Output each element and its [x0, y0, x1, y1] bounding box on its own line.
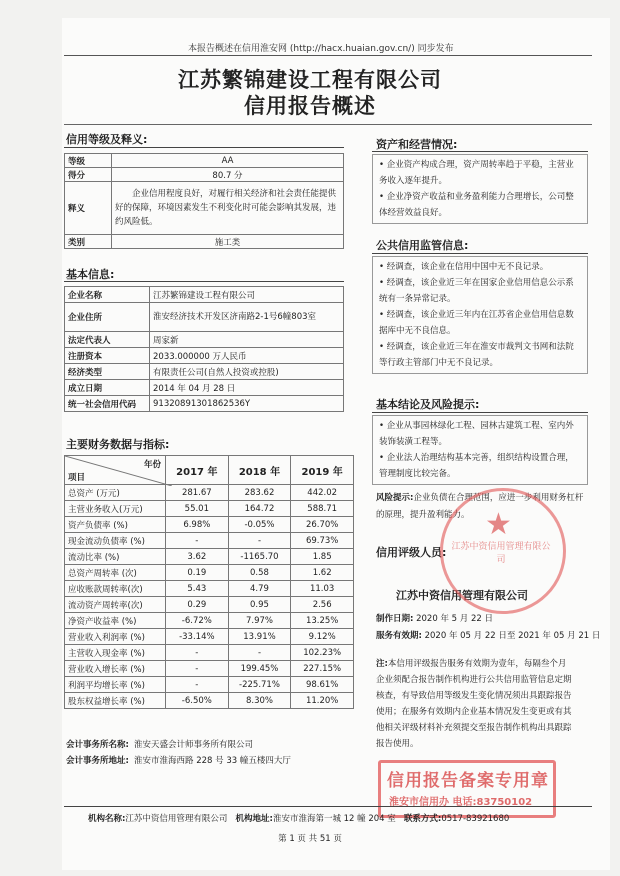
table-row: [65, 154, 344, 168]
org-contact: 0517-83921680: [441, 814, 510, 824]
table-row: [65, 364, 344, 380]
metric-value: 5.43: [166, 581, 229, 597]
table-row: [65, 629, 354, 645]
metric-value: 199.45%: [228, 661, 291, 677]
metric-value: -: [166, 645, 229, 661]
metric-value: 1.62: [291, 565, 354, 581]
risk-text: 企业负债在合理范围，应进一步利用财务杠杆的原理，提升盈利能力。: [376, 493, 584, 520]
rating-divider: [64, 147, 344, 148]
metric-label: 主营收入现金率 (%): [65, 645, 166, 661]
metric-value: 7.97%: [228, 613, 291, 629]
table-row: [65, 396, 344, 412]
table-row: [65, 380, 344, 396]
table-row: [65, 613, 354, 629]
supervision-section-title: 公共信用监管信息:: [376, 239, 469, 252]
metric-value: -1165.70: [228, 549, 291, 565]
corner-item-label: 项目: [68, 473, 86, 483]
stamp-line2: 淮安市信用办 电话:83750102: [389, 797, 533, 808]
metric-label: 应收账款周转率(次): [65, 581, 166, 597]
metric-value: 55.01: [166, 501, 229, 517]
report-title-company: 江苏繁锦建设工程有限公司: [178, 68, 442, 92]
definition-label: 释义: [65, 182, 112, 235]
rating-table: [64, 153, 344, 249]
metric-value: -6.72%: [166, 613, 229, 629]
metric-value: 11.20%: [291, 693, 354, 709]
title-divider: [64, 124, 592, 125]
table-row: [65, 287, 344, 303]
basic-info-table: [64, 286, 344, 412]
production-date: 2020 年 5 月 22 日: [416, 614, 493, 624]
table-row: [65, 485, 354, 501]
metric-value: -6.50%: [166, 693, 229, 709]
org-label: 机构名称:: [88, 814, 126, 824]
economic-type: 有限责任公司(自然人投资或控股): [150, 364, 344, 380]
rating-category: 施工类: [112, 235, 344, 249]
metric-label: 总资产周转率 (次): [65, 565, 166, 581]
footer-divider: [64, 806, 592, 807]
metric-value: 13.91%: [228, 629, 291, 645]
rating-grade: AA: [112, 154, 344, 168]
conclusion-divider: [372, 412, 588, 413]
list-item: • 经调查，该企业近三年在国家企业信用信息公示系统有一条异常记录。: [379, 278, 574, 304]
metric-label: 现金流动负债率 (%): [65, 533, 166, 549]
assets-divider: [372, 151, 588, 152]
basic-label: 企业名称: [65, 287, 150, 303]
period-row: [376, 629, 600, 641]
table-row: [65, 348, 344, 364]
conclusion-box: [372, 415, 588, 485]
rater-company: 江苏中资信用管理有限公司: [396, 589, 528, 602]
basic-divider: [64, 281, 344, 282]
metric-label: 流动资产周转率(次): [65, 597, 166, 613]
corner-year-label: 年份: [143, 460, 161, 470]
supervision-box: [372, 256, 588, 374]
header-divider: [64, 55, 592, 56]
company-seal: [440, 488, 566, 614]
metric-value: 11.03: [291, 581, 354, 597]
metric-label: 营业收入利润率 (%): [65, 629, 166, 645]
metric-value: 0.19: [166, 565, 229, 581]
accounting-addr-label: 会计事务所地址:: [66, 756, 129, 766]
metric-value: 0.95: [228, 597, 291, 613]
metric-value: 102.23%: [291, 645, 354, 661]
table-row: [65, 645, 354, 661]
table-row: [65, 303, 344, 332]
basic-label: 成立日期: [65, 380, 150, 396]
metric-label: 总资产 (万元): [65, 485, 166, 501]
metric-value: -: [166, 677, 229, 693]
org-name: 江苏中资信用管理有限公司: [125, 814, 228, 824]
metric-value: 442.02: [291, 485, 354, 501]
table-row: [65, 693, 354, 709]
year-header: 2018 年: [228, 456, 291, 485]
table-row: [65, 549, 354, 565]
table-header-row: [65, 456, 354, 485]
metric-value: -: [228, 645, 291, 661]
metric-label: 净资产收益率 (%): [65, 613, 166, 629]
metric-label: 流动比率 (%): [65, 549, 166, 565]
table-row: [65, 533, 354, 549]
metric-value: 4.79: [228, 581, 291, 597]
metric-value: 164.72: [228, 501, 291, 517]
filing-stamp: [378, 760, 556, 818]
legal-rep: 周家新: [150, 332, 344, 348]
metric-value: -225.71%: [228, 677, 291, 693]
rating-label: 等级: [65, 154, 112, 168]
metric-value: 8.30%: [228, 693, 291, 709]
metric-value: 26.70%: [291, 517, 354, 533]
metric-value: 13.25%: [291, 613, 354, 629]
seal-text: 江苏中资信用管理有限公司: [451, 542, 551, 565]
metric-value: -: [166, 533, 229, 549]
table-row: [65, 597, 354, 613]
publish-note: 本报告概述在信用淮安网 (http://hacx.huaian.gov.cn/) 同步发布: [188, 44, 454, 54]
metric-value: -0.05%: [228, 517, 291, 533]
metric-value: 281.67: [166, 485, 229, 501]
metric-value: -33.14%: [166, 629, 229, 645]
rating-definition: 企业信用程度良好，对履行相关经济和社会责任能提供好的保障，环境因素发生不利变化时可能会影响其发展，违约风险低。: [112, 182, 344, 235]
metric-value: 69.73%: [291, 533, 354, 549]
table-row: [65, 581, 354, 597]
contact-label: 联系方式:: [403, 814, 442, 824]
list-item: • 企业法人治理结构基本完善，组织结构设置合理，管理制度比较完备。: [379, 453, 574, 479]
page-number: 第 1 页 共 51 页: [278, 834, 342, 844]
note-label: 注:: [376, 659, 388, 669]
metric-label: 股东权益增长率 (%): [65, 693, 166, 709]
addr-label: 机构地址:: [235, 814, 273, 824]
risk-label: 风险提示:: [376, 493, 414, 503]
credit-code: 91320891301862536Y: [150, 396, 344, 412]
basic-label: 统一社会信用代码: [65, 396, 150, 412]
metric-value: 0.58: [228, 565, 291, 581]
metric-value: 2.56: [291, 597, 354, 613]
rater-note: [376, 656, 572, 752]
metric-value: 1.85: [291, 549, 354, 565]
period-label: 服务有效期:: [376, 631, 422, 641]
assets-box: [372, 154, 588, 224]
metric-value: -: [166, 661, 229, 677]
rating-section-title: 信用等级及释义:: [66, 133, 148, 146]
finance-table: [64, 455, 354, 709]
report-title: 信用报告概述: [244, 94, 376, 118]
list-item: • 企业净资产收益和业务盈利能力合理增长，公司整体经营效益良好。: [379, 192, 574, 218]
table-row: [65, 677, 354, 693]
rater-section-title: 信用评级人员:: [376, 546, 447, 559]
corner-cell: [65, 456, 166, 485]
seal-star-icon: ★: [485, 507, 512, 542]
established-date: 2014 年 04 月 28 日: [150, 380, 344, 396]
date-label: 制作日期:: [376, 614, 414, 624]
stamp-line1: 信用报告备案专用章: [387, 771, 549, 791]
org-address: 淮安市淮海第一城 12 幢 204 室: [272, 814, 396, 824]
company-address: 淮安经济技术开发区济南路2-1号6幢803室: [150, 303, 344, 332]
list-item: • 企业从事园林绿化工程、园林古建筑工程、室内外装饰装潢工程等。: [379, 421, 574, 447]
accounting-address: 淮安市淮海西路 228 号 33 幢五楼四大厅: [134, 756, 291, 766]
metric-label: 利润平均增长率 (%): [65, 677, 166, 693]
table-row: [65, 332, 344, 348]
year-header: 2017 年: [166, 456, 229, 485]
assets-section-title: 资产和经营情况:: [376, 138, 458, 151]
metric-label: 主营业务收入(万元): [65, 501, 166, 517]
metric-value: 3.62: [166, 549, 229, 565]
basic-label: 经济类型: [65, 364, 150, 380]
category-label: 类别: [65, 235, 112, 249]
metric-value: 98.61%: [291, 677, 354, 693]
metric-value: 9.12%: [291, 629, 354, 645]
metric-label: 营业收入增长率 (%): [65, 661, 166, 677]
metric-value: 0.29: [166, 597, 229, 613]
date-row: [376, 612, 493, 624]
table-row: [65, 565, 354, 581]
metric-label: 资产负债率 (%): [65, 517, 166, 533]
company-name: 江苏繁锦建设工程有限公司: [150, 287, 344, 303]
metric-value: 6.98%: [166, 517, 229, 533]
finance-section-title: 主要财务数据与指标:: [66, 438, 170, 451]
basic-section-title: 基本信息:: [66, 268, 115, 281]
basic-label: 注册资本: [65, 348, 150, 364]
basic-label: 企业住所: [65, 303, 150, 332]
year-header: 2019 年: [291, 456, 354, 485]
score-label: 得分: [65, 168, 112, 182]
note-text: 本信用评级报告服务有效期为壹年，每隔叁个月企业须配合报告制作机构进行公共信用监管信息定期核查，有导致信用等级发生变化情况须出具跟踪报告使用；在服务有效期内企业基本情况发生变更或有其他相关评级材料补充须提交至报告制作机构出具跟踪报告使用。: [376, 659, 572, 749]
list-item: • 经调查，该企业在信用中国中无不良记录。: [379, 262, 549, 272]
basic-label: 法定代表人: [65, 332, 150, 348]
metric-value: -: [228, 533, 291, 549]
accounting-firm-label: 会计事务所名称:: [66, 740, 129, 750]
table-row: [65, 168, 344, 182]
rating-score: 80.7 分: [112, 168, 344, 182]
table-row: [65, 501, 354, 517]
footer-info: [88, 812, 509, 824]
metric-value: 227.15%: [291, 661, 354, 677]
table-row: [65, 235, 344, 249]
registered-capital: 2033.000000 万人民币: [150, 348, 344, 364]
conclusion-section-title: 基本结论及风险提示:: [376, 398, 480, 411]
service-period: 2020 年 05 月 22 日至 2021 年 05 月 21 日: [424, 631, 601, 641]
supervision-divider: [372, 253, 588, 254]
list-item: • 企业资产构成合理，资产周转率趋于平稳，主营业务收入逐年提升。: [379, 160, 574, 186]
table-row: [65, 182, 344, 235]
list-item: • 经调查，该企业近三年内在江苏省企业信用信息数据库中无不良信息。: [379, 310, 574, 336]
metric-value: 283.62: [228, 485, 291, 501]
list-item: • 经调查，该企业近三年在淮安市裁判文书网和法院等行政主管部门中无不良记录。: [379, 342, 574, 368]
accounting-firm: 淮安天盛会计师事务所有限公司: [134, 740, 254, 750]
table-row: [65, 517, 354, 533]
table-row: [65, 661, 354, 677]
metric-value: 588.71: [291, 501, 354, 517]
